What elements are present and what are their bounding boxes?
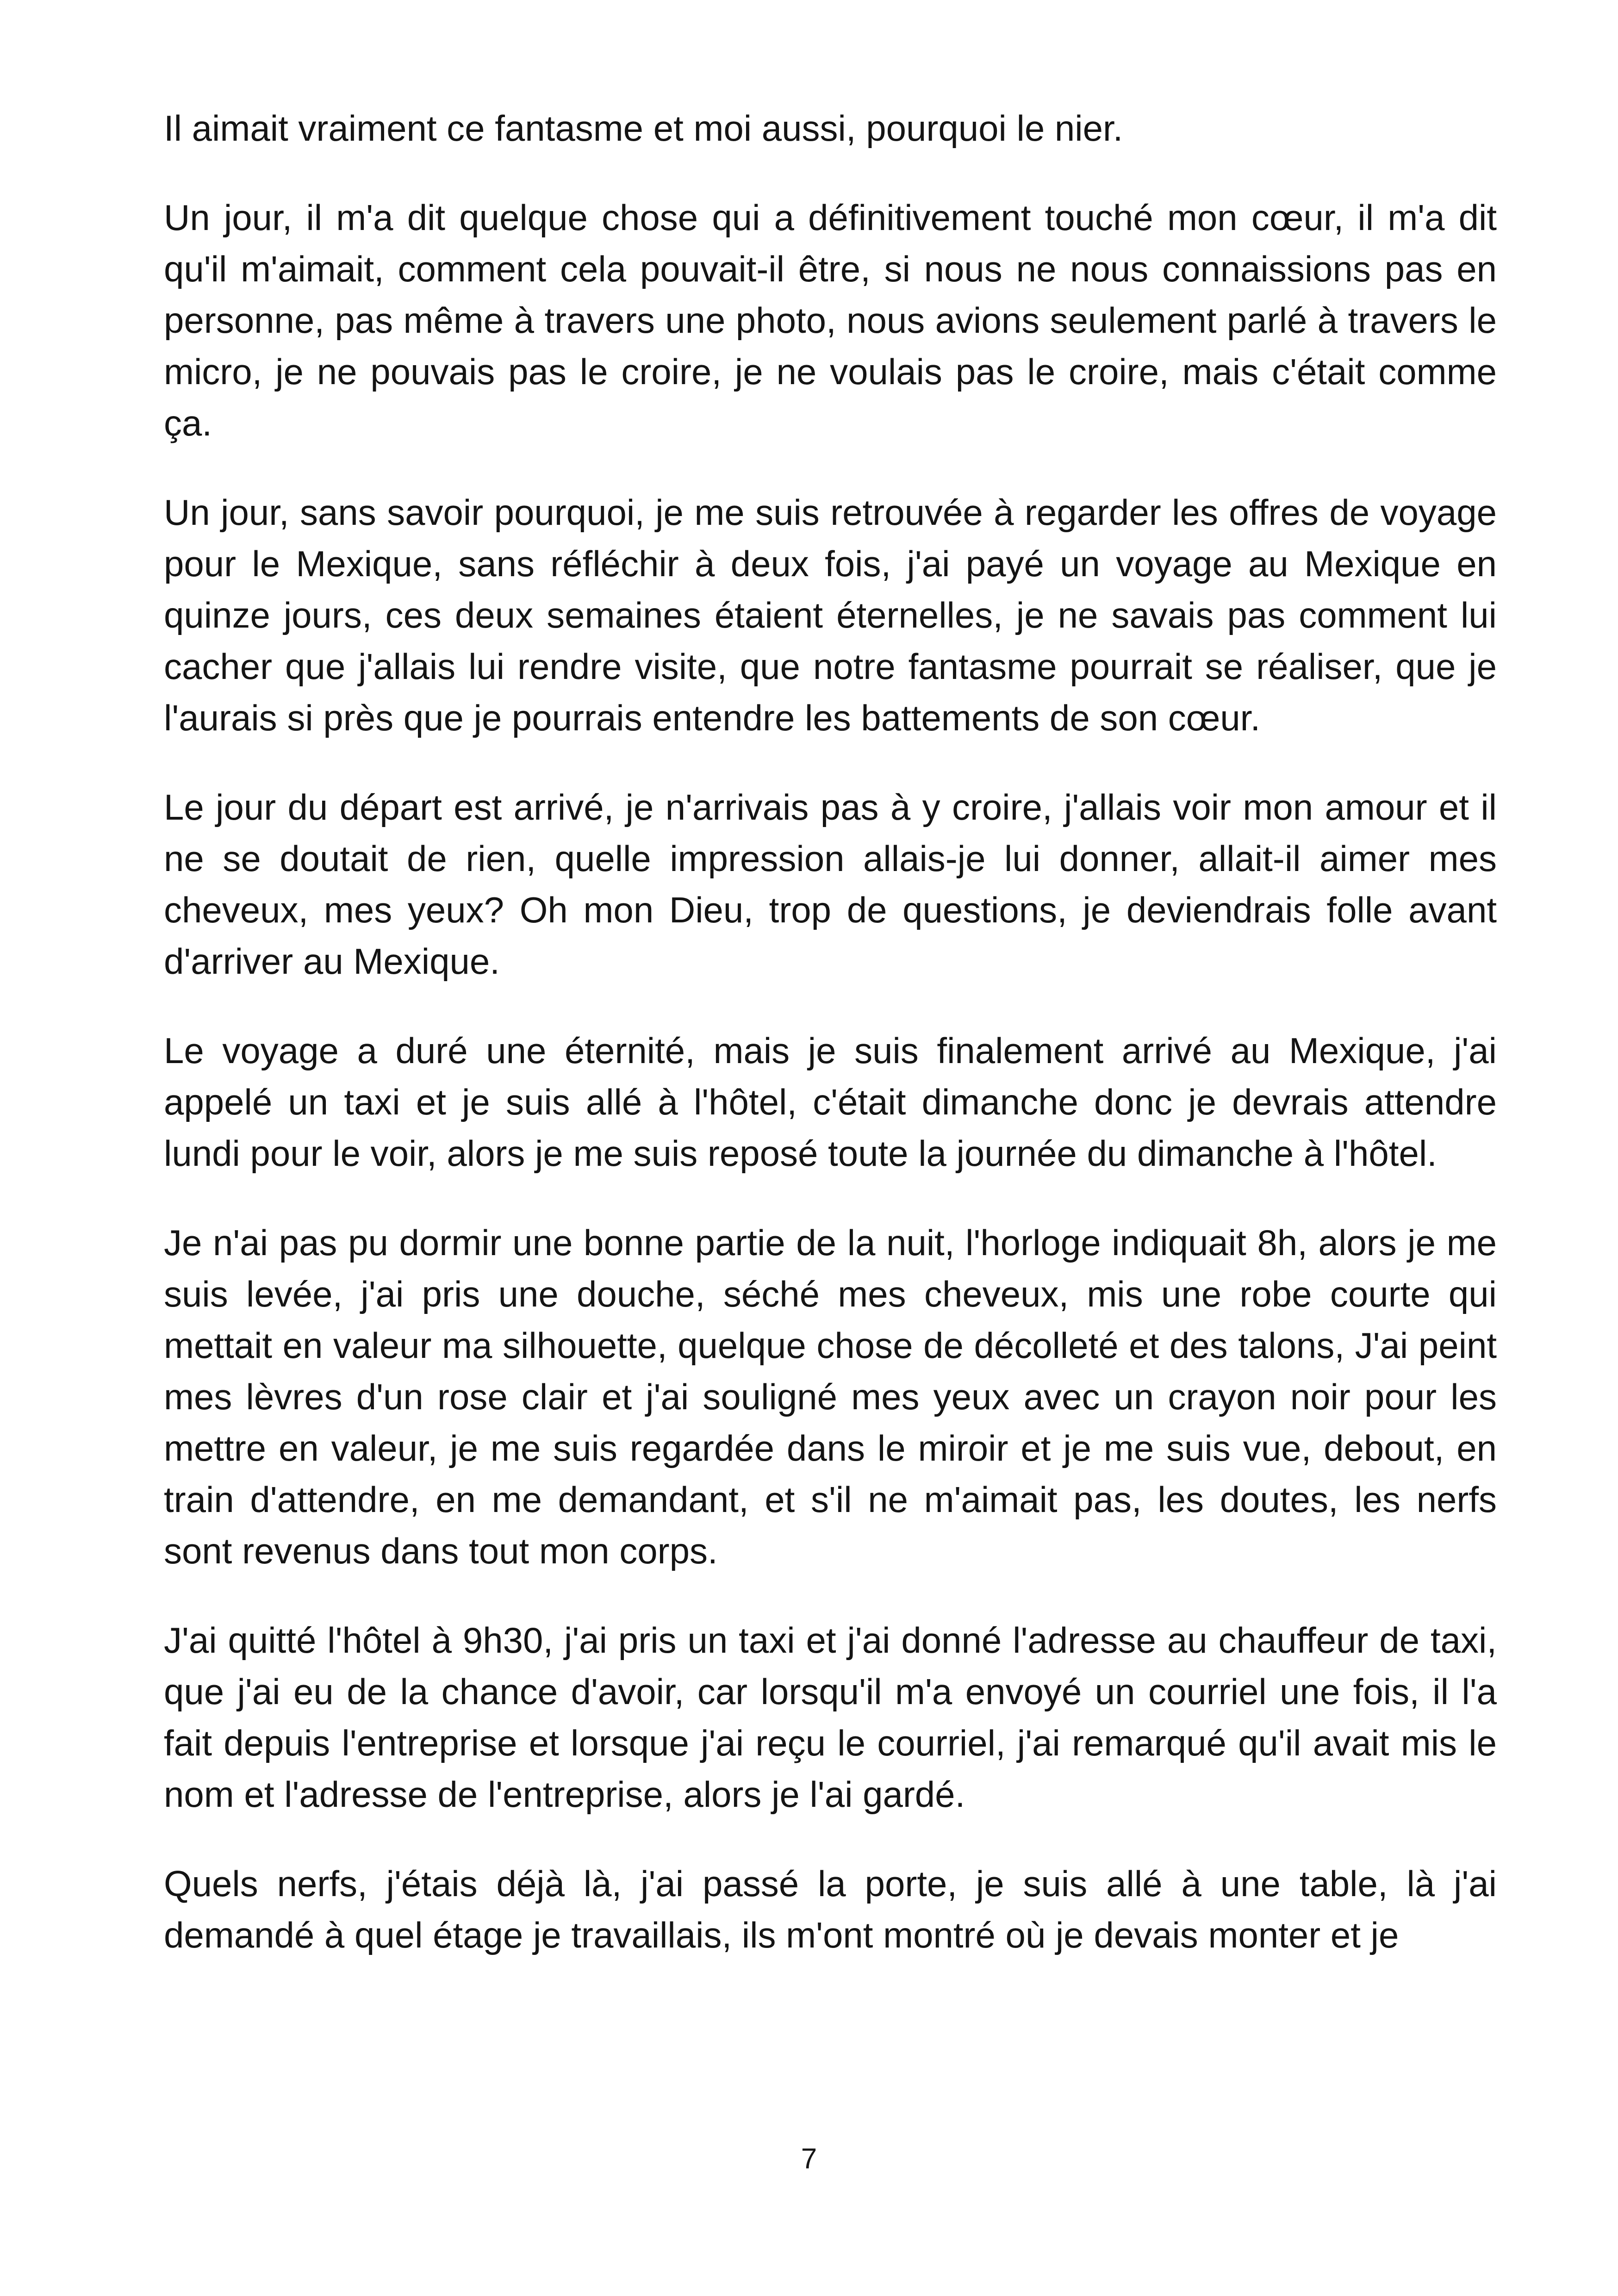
paragraph-4: Le jour du départ est arrivé, je n'arrivais pas à y croire, j'allais voir mon amour et il ne se doutait de rien, quelle impression allais-je lui donner, allait-il aimer mes cheveux, mes yeux? Oh mon Dieu, trop de questions, je deviendrais folle avant d'arriver au Mexique.: [164, 787, 1497, 982]
page-number: 7: [801, 2143, 817, 2175]
paragraph-5: Le voyage a duré une éternité, mais je suis finalement arrivé au Mexique, j'ai appelé un taxi et je suis allé à l'hôtel, c'était dimanche donc je devrais attendre lundi pour le voir, alors je me suis reposé toute la journée du dimanche à l'hôtel.: [164, 1030, 1497, 1174]
paragraph-8: Quels nerfs, j'étais déjà là, j'ai passé la porte, je suis allé à une table, là j'ai demandé à quel étage je travaillais, ils m'ont montré où je devais monter et je: [164, 1863, 1497, 1955]
paragraph-1: Il aimait vraiment ce fantasme et moi aussi, pourquoi le nier.: [164, 108, 1123, 149]
paragraph-2: Un jour, il m'a dit quelque chose qui a définitivement touché mon cœur, il m'a dit qu'il m'aimait, comment cela pouvait-il être, si nous ne nous connaissions pas en personne, pas même à travers une photo, nous avions seulement parlé à travers le micro, je ne pouvais pas le croire, je ne voulais pas le croire, mais c'était comme ça.: [164, 197, 1497, 443]
body-text: [164, 103, 1497, 1999]
paragraph-3: Un jour, sans savoir pourquoi, je me suis retrouvée à regarder les offres de voyage pour le Mexique, sans réfléchir à deux fois, j'ai payé un voyage au Mexique en quinze jours, ces deux semaines étaient éternelles, je ne savais pas comment lui cacher que j'allais lui rendre visite, que notre fantasme pourrait se réaliser, que je l'aurais si près que je pourrais entendre les battements de son cœur.: [164, 492, 1497, 738]
paragraph-6: Je n'ai pas pu dormir une bonne partie de la nuit, l'horloge indiquait 8h, alors je me suis levée, j'ai pris une douche, séché mes cheveux, mis une robe courte qui mettait en valeur ma silhouette, quelque chose de décolleté et des talons, J'ai peint mes lèvres d'un rose clair et j'ai souligné mes yeux avec un crayon noir pour les mettre en valeur, je me suis regardée dans le miroir et je me suis vue, debout, en train d'attendre, en me demandant, et s'il ne m'aimait pas, les doutes, les nerfs sont revenus dans tout mon corps.: [164, 1222, 1497, 1571]
paragraph-7: J'ai quitté l'hôtel à 9h30, j'ai pris un taxi et j'ai donné l'adresse au chauffeur de taxi, que j'ai eu de la chance d'avoir, car lorsqu'il m'a envoyé un courriel une fois, il l'a fait depuis l'entreprise et lorsque j'ai reçu le courriel, j'ai remarqué qu'il avait mis le nom et l'adresse de l'entreprise, alors je l'ai gardé.: [164, 1620, 1497, 1815]
